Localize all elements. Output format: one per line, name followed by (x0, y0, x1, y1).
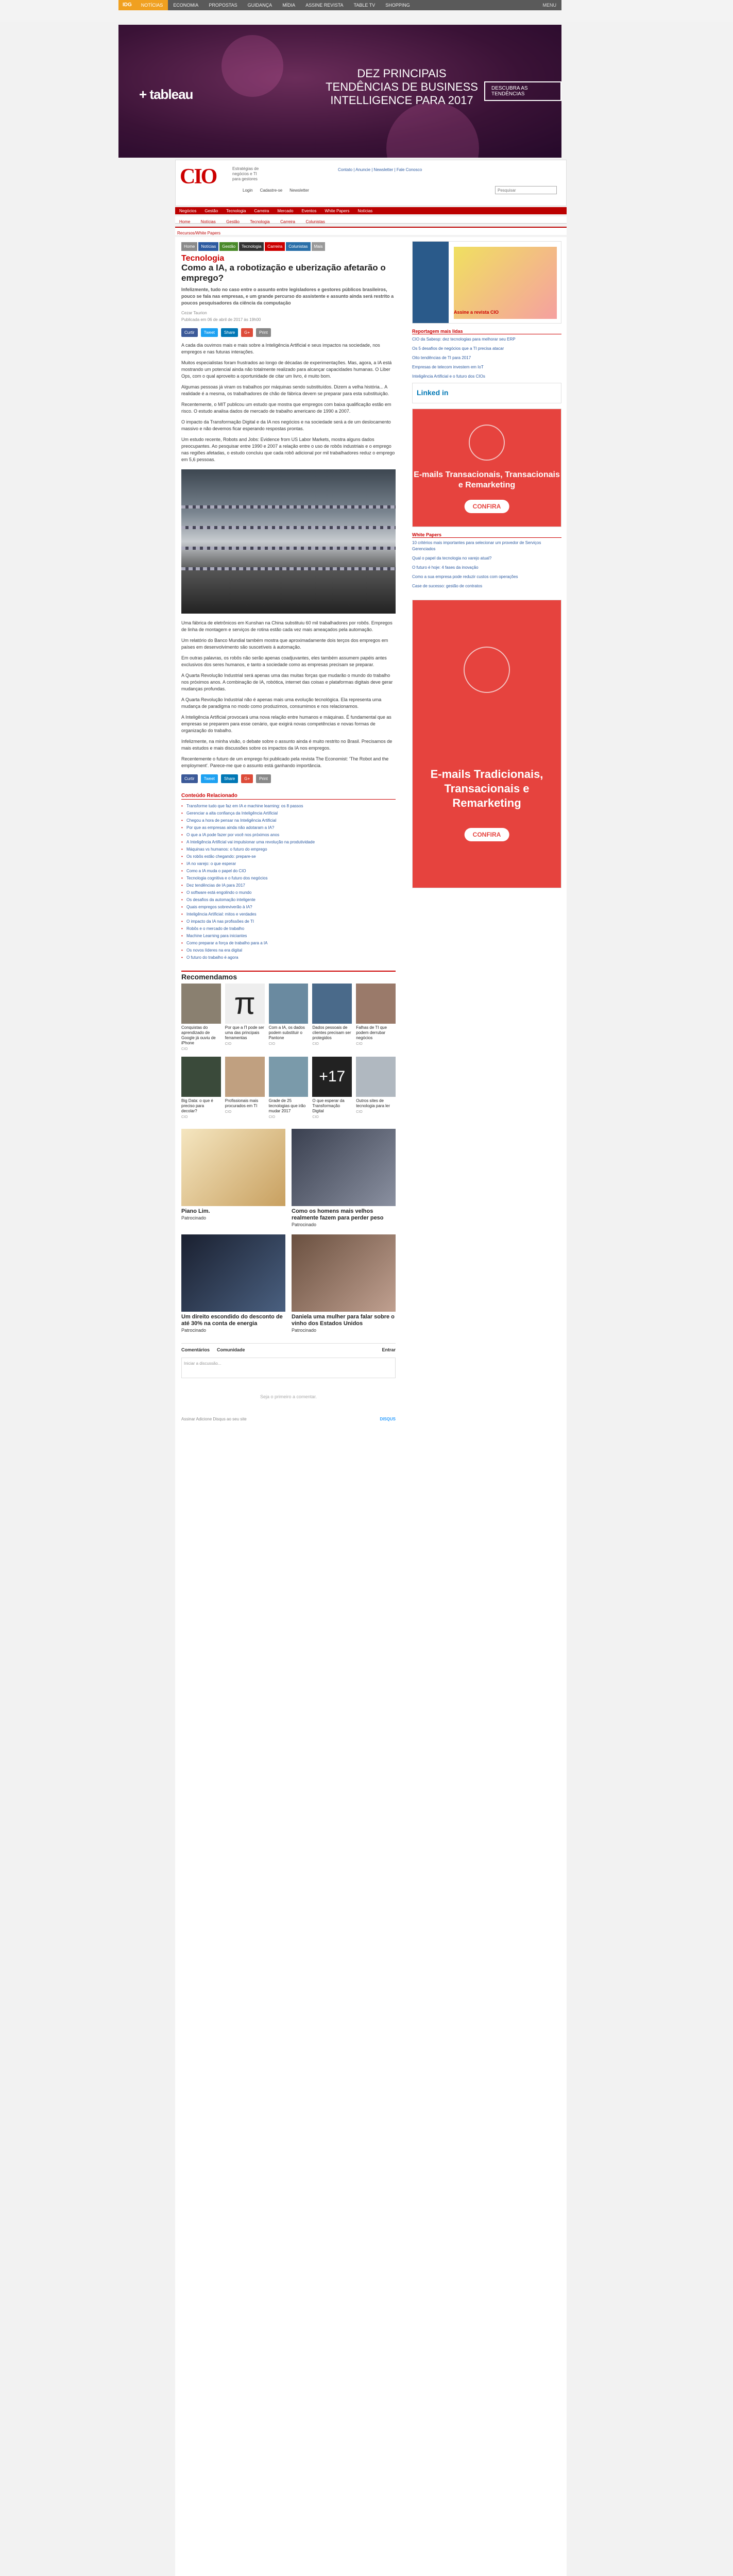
card-source: CIO (356, 1042, 363, 1046)
sitebar-item-5[interactable]: ASSINE REVISTA (305, 3, 344, 8)
article-paragraph: O impacto da Transformação Digital e da IA nos negócios e na sociedade será a de um deslocamento massivo e não devemos ficar esperando respostas prontas. (181, 419, 391, 431)
print-button[interactable]: Print (256, 328, 270, 337)
related-link[interactable]: • Tecnologia cognitiva e o futuro dos negócios (181, 875, 396, 882)
recommended-card[interactable] (269, 984, 309, 1053)
card-caption: O que esperar da Transformação Digital (312, 1098, 345, 1113)
breadcrumb-text[interactable]: Recursos/White Papers (177, 231, 221, 235)
card-image (292, 1234, 396, 1312)
pi-symbol-image: π (225, 984, 265, 1024)
card-image (181, 1234, 285, 1312)
sponsored-title: Piano Lim. (181, 1208, 210, 1214)
ad-cta-button[interactable]: DESCUBRA AS TENDÊNCIAS (484, 81, 561, 101)
disqus-logo[interactable]: DISQUS (380, 1417, 396, 1421)
card-source: CIO (181, 1115, 188, 1119)
sponsored-card[interactable] (292, 1234, 396, 1334)
login-bar (243, 188, 309, 193)
tweet-button[interactable]: Tweet (201, 328, 218, 337)
nav-item-4[interactable]: Mercado (277, 208, 294, 213)
article-author[interactable]: Cezar Taurion (181, 311, 207, 315)
recommended-card[interactable] (181, 984, 221, 1053)
related-link[interactable]: • Gerenciar a alta confiança da Inteligência Artificial (181, 810, 396, 817)
related-link[interactable]: • Transforme tudo que faz em IA e machine learning: os 8 passos (181, 803, 396, 810)
hero-ad[interactable] (118, 25, 561, 158)
most-read-heading: Reportagem mais lidas (412, 329, 561, 334)
sitebar-item-1[interactable]: ECONOMIA (173, 3, 199, 8)
card-source: CIO (312, 1115, 319, 1119)
card-caption: Por que a Π pode ser uma das principais ferramentas (225, 1025, 264, 1040)
sponsored-card[interactable] (292, 1129, 396, 1228)
card-image (181, 984, 221, 1024)
card-caption: Conquistas do aprendizado de Google já ouviu de iPhone (181, 1025, 216, 1045)
card-image (292, 1129, 396, 1206)
magazine-label: Assine a revista CIO (454, 310, 499, 315)
card-caption: Dados pessoais de clientes precisam ser protegidos (312, 1025, 351, 1040)
ad-decoration (386, 102, 479, 158)
article-paragraph: A Quarta Revolução Industrial será apenas uma das muitas forças que mudarão o mundo do trabalho nos próximos anos. A combinação de IA, robótica, internet das coisas e plataformas digitais deve gerar mudanças profundas. (181, 673, 393, 691)
card-caption: Profissionais mais procurados em TI (225, 1098, 259, 1108)
card-image (181, 1057, 221, 1097)
nav-item-0[interactable]: Negócios (179, 208, 197, 213)
nav-item-1[interactable]: Gestão (204, 208, 218, 213)
factory-photo (181, 469, 396, 614)
related-link[interactable]: • O software está engolindo o mundo (181, 889, 396, 896)
article-paragraph: A Quarta Revolução Industrial não é apenas mais uma evolução tecnológica. Ela representa uma mudança de paradigma no modo como produzimos, consumimos e nos relacionamos. (181, 697, 382, 709)
related-heading: Conteúdo Relacionado (181, 792, 396, 800)
photo-detail (181, 526, 396, 529)
white-paper-link[interactable]: Case de sucesso: gestão de contratos (412, 584, 483, 588)
related-list (181, 803, 396, 961)
sponsored-source: Patrocinado (292, 1328, 317, 1333)
envelope-icon (469, 425, 505, 461)
article-paragraph: A Inteligência Artificial provocará uma nova relação entre humanos e máquinas. É fundamental que as empresas se preparem para esse cenário, que exigirá novas competências e novas formas de organização do trabalho. (181, 715, 391, 733)
category-tab[interactable]: Gestão (219, 242, 238, 251)
article-paragraph: Um estudo recente, Robots and Jobs: Evidence from US Labor Markets, mostra alguns dados preocupantes. Ao pesquisar entre 1990 e 2007 a relação entre o uso de robôs industriais e o emprego nas regiões afetadas, o estudo concluiu que cada robô adicional por mil trabalhadores reduz o emprego em 5,6 pessoas. (181, 437, 395, 462)
email-marketing-ad-large[interactable] (412, 600, 561, 888)
recommended-card[interactable] (312, 1057, 352, 1121)
tableau-logo: + tableau (139, 87, 193, 102)
category-tab[interactable]: Colunistas (286, 242, 310, 251)
subnav-item-4[interactable]: Carreira (280, 219, 296, 224)
photo-detail (181, 505, 396, 509)
nav-item-7[interactable]: Notícias (357, 208, 373, 213)
most-read-link[interactable]: Oito tendências de TI para 2017 (412, 355, 471, 360)
community-tab[interactable]: Comunidade (217, 1347, 245, 1352)
sitebar-item-6[interactable]: TABLE TV (353, 3, 376, 8)
related-content (181, 792, 396, 961)
article-paragraph: Recentemente, o MIT publicou um estudo que mostra que empregos com baixa qualificação estão em risco. O estudo analisa dados de mercado de trabalho americano de 1990 a 2007. (181, 402, 391, 414)
most-read-list (412, 336, 561, 380)
sponsored-source: Patrocinado (181, 1215, 207, 1221)
related-link[interactable]: • Inteligência Artificial: mitos e verdades (181, 911, 396, 918)
most-read-link[interactable]: Empresas de telecom investem em IoT (412, 365, 484, 369)
card-image (181, 1129, 285, 1206)
card-caption: Grade de 25 tecnologias que irão mudar 2017 (268, 1098, 306, 1113)
card-source: CIO (268, 1115, 276, 1119)
card-caption: Big Data: o que é preciso para decolar? (181, 1098, 213, 1113)
subnav-item-3[interactable]: Tecnologia (250, 219, 270, 224)
sitebar-item-2[interactable]: PROPOSTAS (209, 3, 237, 8)
related-link[interactable]: • A Inteligência Artificial vai impulsionar uma revolução na produtividade (181, 839, 396, 846)
facebook-like-button[interactable]: Curtir (181, 328, 198, 337)
top-links[interactable]: Contato | Anuncie | Newsletter | Fale Conosco (338, 167, 422, 172)
most-read-link[interactable]: CIO da Sabesp: dez tecnologias para melhorar seu ERP (412, 337, 516, 342)
recommended-card[interactable] (225, 984, 265, 1053)
share-bar-bottom (181, 774, 396, 783)
card-source: CIO (181, 1047, 188, 1051)
article-paragraph: Infelizmente, na minha visão, o debate sobre o assunto ainda é muito restrito no Brasil. Precisamos de mais estudos e mais discussões sobre os impactos da IA nos empregos. (181, 739, 393, 751)
sponsored-title: Daniela uma mulher para falar sobre o vinho dos Estados Unidos (292, 1314, 395, 1327)
most-read-link[interactable]: Os 5 desafios de negócios que a TI precisa atacar (412, 346, 504, 351)
sitebar-item-7[interactable]: SHOPPING (385, 3, 410, 8)
email-ad-button[interactable]: CONFIRA (465, 500, 509, 513)
article-date: Publicada em 06 de abril de 2017 às 19h00 (181, 317, 261, 322)
recommended-heading: Recomendamos (181, 971, 396, 980)
related-link[interactable]: • Os desafios da automação inteligente (181, 896, 396, 904)
article-paragraph: Muitos especialistas foram frustrados ao longo de décadas de experimentações. Mas, agora, a IA está mostrando um potencial ainda não totalmente realizado para alcançar capacidades humanas. O Liber Ops, com o qual aproveito a oportunidade de citar um livro, é muito bom. (181, 360, 392, 379)
comments-section (181, 1343, 396, 1422)
subnav-item-2[interactable]: Gestão (226, 219, 240, 224)
envelope-icon (464, 647, 510, 693)
email-ad-text: E-mails Transacionais, Transacionais e Remarketing (414, 470, 560, 489)
related-link[interactable]: • Como preparar a força de trabalho para a IA (181, 940, 396, 947)
white-paper-link[interactable]: O futuro é hoje: 4 fases da inovação (412, 565, 479, 570)
sponsored-grid (181, 1129, 396, 1334)
linkedin-logo: Linked in (417, 388, 449, 397)
newsletter-link[interactable]: Newsletter (289, 188, 309, 193)
article-title: Como a IA, a robotização e uberização afetarão o emprego? (181, 263, 386, 283)
comments-tabs (181, 1347, 396, 1353)
article-paragraph: Um relatório do Banco Mundial também mostra que aproximadamente dois terços dos empregos em países em desenvolvimento são suscetíveis à automação. (181, 638, 388, 650)
white-papers-list (412, 540, 561, 589)
related-link[interactable]: • Machine Learning para iniciantes (181, 933, 396, 940)
sponsored-title: Um direito escondido do desconto de até 30% na conta de energia (181, 1314, 283, 1327)
card-image (312, 984, 352, 1024)
subnav-item-5[interactable]: Colunistas (305, 219, 325, 224)
sitebar-item-0[interactable]: NOTÍCIAS (136, 0, 168, 10)
photo-detail (181, 567, 396, 570)
card-image (225, 1057, 265, 1097)
card-image (356, 984, 396, 1024)
cio-logo[interactable]: CIO (180, 165, 216, 189)
comments-empty-message: Seja o primeiro a comentar. (260, 1394, 317, 1399)
sitebar-item-3[interactable]: GUIDANÇA (247, 3, 272, 8)
category-tab[interactable]: Carreira (265, 242, 285, 251)
card-source: CIO (312, 1042, 319, 1046)
site-header (175, 160, 567, 206)
card-caption: Falhas de TI que podem derrubar negócios (356, 1025, 387, 1040)
related-link[interactable]: • O futuro do trabalho é agora (181, 954, 396, 961)
card-source: CIO (356, 1110, 363, 1114)
email-ad-text: E-mails Tradicionais, Transacionais e Remarketing (430, 768, 543, 809)
category-tab[interactable]: Notícias (198, 242, 218, 251)
comment-input[interactable]: Iniciar a discussão... (181, 1358, 396, 1378)
card-source: CIO (225, 1042, 232, 1046)
idg-logo[interactable]: IDG (118, 0, 136, 10)
card-image (356, 1057, 396, 1097)
comments-tab[interactable]: Comentários (181, 1347, 210, 1352)
login-link[interactable]: Login (243, 188, 253, 193)
related-link[interactable]: • O impacto da IA nas profissões de TI (181, 918, 396, 925)
main-nav (175, 207, 567, 214)
email-marketing-ad[interactable] (412, 409, 561, 527)
article-paragraph: Recentemente o futuro de um emprego foi publicado pela revista The Economist: 'The Robot and the employment'. Parece-me que o assunto está ganhando importância. (181, 756, 389, 768)
email-ad-button[interactable]: CONFIRA (465, 828, 509, 841)
sub-nav (175, 216, 567, 224)
related-link[interactable]: • O que a IA pode fazer por você nos próximos anos (181, 832, 396, 839)
nav-item-6[interactable]: White Papers (325, 208, 350, 213)
login-button[interactable]: Entrar (382, 1347, 396, 1352)
comments-footer (181, 1416, 396, 1422)
recommended (181, 971, 396, 1334)
card-image (269, 1057, 309, 1097)
related-link[interactable]: • Dez tendências de IA para 2017 (181, 882, 396, 889)
related-link[interactable]: • IA no varejo: o que esperar (181, 860, 396, 868)
linkedin-share-button[interactable]: Share (221, 774, 238, 783)
recommended-card[interactable] (312, 984, 352, 1053)
recommended-card[interactable] (225, 1057, 265, 1121)
most-read-link[interactable]: Inteligência Artificial e o futuro dos CIOs (412, 374, 485, 379)
nav-item-2[interactable]: Tecnologia (226, 208, 246, 213)
register-link[interactable]: Cadastre-se (260, 188, 283, 193)
ad-decoration (221, 35, 283, 97)
recommended-grid (181, 984, 396, 1121)
sponsored-card[interactable] (181, 1129, 285, 1228)
card-source: CIO (268, 1042, 276, 1046)
subnav-item-1[interactable]: Notícias (200, 219, 216, 224)
card-image (269, 984, 309, 1024)
search-input[interactable] (495, 186, 557, 194)
sponsored-source: Patrocinado (181, 1328, 207, 1333)
tweet-button[interactable]: Tweet (201, 774, 218, 783)
print-button[interactable]: Print (256, 774, 270, 783)
recommended-card[interactable] (356, 984, 396, 1053)
related-link[interactable]: • Chegou a hora de pensar na Inteligência Artificial (181, 817, 396, 824)
card-source: CIO (225, 1110, 232, 1114)
menu-button[interactable]: MENU (542, 3, 556, 8)
related-link[interactable]: • Os robôs estão chegando: prepare-se (181, 853, 396, 860)
content-area (175, 237, 567, 2576)
card-image: +17 (312, 1057, 352, 1097)
google-plus-button[interactable]: G+ (241, 774, 253, 783)
article-paragraph: Algumas pessoas já viram os trabalhos por máquinas sendo substituídos. Dizem a velha história... A realidade é a mesma, os trabalhadores de chão de fábrica devem se preparar para esta substituição. (181, 384, 389, 396)
related-link[interactable]: • Quais empregos sobreviverão à IA? (181, 904, 396, 911)
photo-detail (181, 547, 396, 550)
article-lead: Infelizmente, tudo no caso entre o assunto entre legisladores e gestores públicos brasileiros, pouco se fala nas empresas, e um grande percurso do assistente e assunto ainda será restrito a poucos pesquisadores da ciência da computação (181, 287, 394, 306)
magazine-ad[interactable] (412, 241, 561, 324)
article-paragraph: Em outras palavras, os robôs não serão apenas coadjuvantes, eles também assumem papéis antes exclusivos dos seres humanos, e tanto a sociedade como as empresas precisam se preparar. (181, 655, 387, 667)
category-tab[interactable]: Tecnologia (239, 242, 264, 251)
magazine-promo (454, 247, 557, 319)
site-bar (118, 0, 561, 10)
white-papers-heading: White Papers (412, 532, 561, 538)
recommended-card[interactable] (269, 1057, 309, 1121)
category-tab[interactable]: Mais (312, 242, 326, 251)
facebook-like-button[interactable]: Curtir (181, 774, 198, 783)
related-link[interactable]: • Como a IA muda o papel do CIO (181, 868, 396, 875)
related-link[interactable]: • Robôs e o mercado de trabalho (181, 925, 396, 933)
category-tab[interactable]: Home (181, 242, 197, 251)
recommended-card[interactable] (356, 1057, 396, 1121)
article-paragraph: A cada dia ouvimos mais e mais sobre a Inteligência Artificial e seus impactos na sociedade, nos empregos e nas futuras interações. (181, 343, 380, 354)
card-caption: Com a IA, os dados podem substituir o Pantone (268, 1025, 305, 1040)
sidebar (412, 237, 561, 897)
white-paper-link[interactable]: Qual o papel da tecnologia no varejo atual? (412, 556, 492, 561)
subscribe-link[interactable]: Assinar Adicione Disqus ao seu site (181, 1417, 247, 1421)
related-link[interactable]: • Os novos líderes na era digital (181, 947, 396, 954)
share-bar (181, 328, 396, 337)
article-kicker: Tecnologia (181, 254, 225, 263)
related-link[interactable]: • Máquinas vs humanos: o futuro do emprego (181, 846, 396, 853)
related-link[interactable]: • Por que as empresas ainda não adotaram a IA? (181, 824, 396, 832)
sponsored-card[interactable] (181, 1234, 285, 1334)
white-paper-link[interactable]: Como a sua empresa pode reduzir custos com operações (412, 574, 518, 579)
ad-headline: DEZ PRINCIPAIS TENDÊNCIAS DE BUSINESS INTELLIGENCE PARA 2017 (326, 67, 478, 107)
article (175, 237, 402, 1428)
nav-item-5[interactable]: Eventos (301, 208, 317, 213)
breadcrumb (175, 227, 567, 235)
magazine-cover (413, 242, 449, 324)
white-paper-link[interactable]: 10 critérios mais importantes para selecionar um provedor de Serviços Gerenciados (412, 540, 541, 551)
site-tagline: Estratégias de negócios e TI para gestores (232, 166, 259, 181)
linkedin-share-button[interactable]: Share (221, 328, 238, 337)
linkedin-widget[interactable] (412, 383, 561, 403)
card-caption: Outros sites de tecnologia para ler (356, 1098, 390, 1108)
category-tabs (181, 242, 396, 251)
nav-item-3[interactable]: Carreira (254, 208, 269, 213)
subnav-item-0[interactable]: Home (179, 219, 191, 224)
sitebar-item-4[interactable]: MÍDIA (282, 3, 296, 8)
google-plus-button[interactable]: G+ (241, 328, 253, 337)
article-paragraph: Uma fábrica de eletrônicos em Kunshan na China substituiu 60 mil trabalhadores por robôs. Empregos de linha de montagem e serviços de rotina estão cada vez mais ameaçados pela automação. (181, 620, 393, 632)
recommended-card[interactable] (181, 1057, 221, 1121)
sponsored-source: Patrocinado (292, 1222, 317, 1227)
sponsored-title: Como os homens mais velhos realmente fazem para perder peso (292, 1208, 384, 1221)
